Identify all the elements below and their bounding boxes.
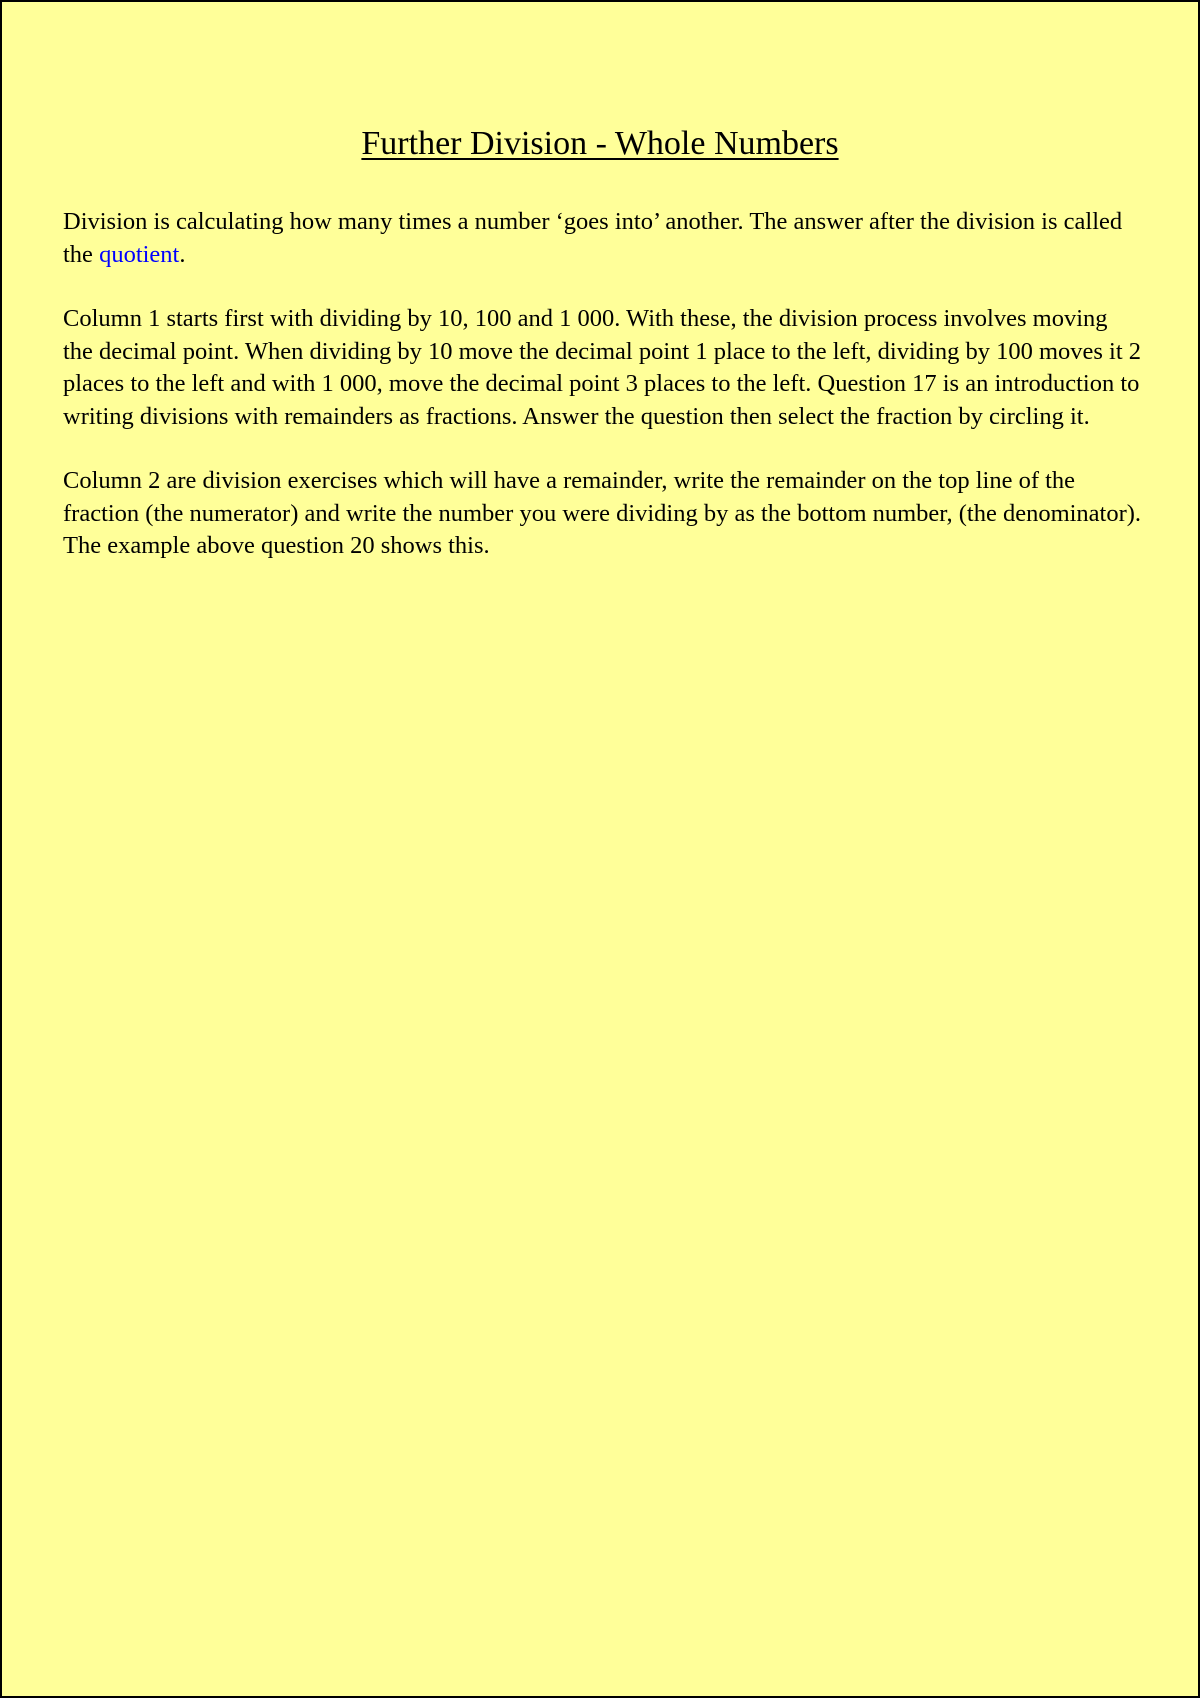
definition-end: . <box>179 240 186 268</box>
page-title <box>2 120 1198 168</box>
definition-text: Division is calculating how many times a number ‘goes into’ another. The answer after the division is called the <box>63 208 1123 268</box>
paragraph-column-2: Column 2 are division exercises which will have a remainder, write the remainder on the top line of the fraction (the numerator) and write the number you were dividing by as the bottom number, (the denominator). The example above question 20 shows this. <box>63 467 1142 559</box>
paragraph-division-definition <box>63 206 1143 271</box>
page-title-text: Further Division - Whole Numbers <box>361 125 839 162</box>
instructions-body <box>63 206 1143 595</box>
paragraph-column-1: Column 1 starts first with dividing by 10, 100 and 1 000. With these, the division process involves moving the decimal point. When dividing by 10 move the decimal point 1 place to the left, dividing by 100 moves it 2 places to the left and with 1 000, move the decimal point 3 places to the left. Question 17 is an introduction to writing divisions with remainders as fractions. Answer the question then select the fraction by circling it. <box>63 305 1142 430</box>
quotient-term: quotient <box>99 240 180 268</box>
